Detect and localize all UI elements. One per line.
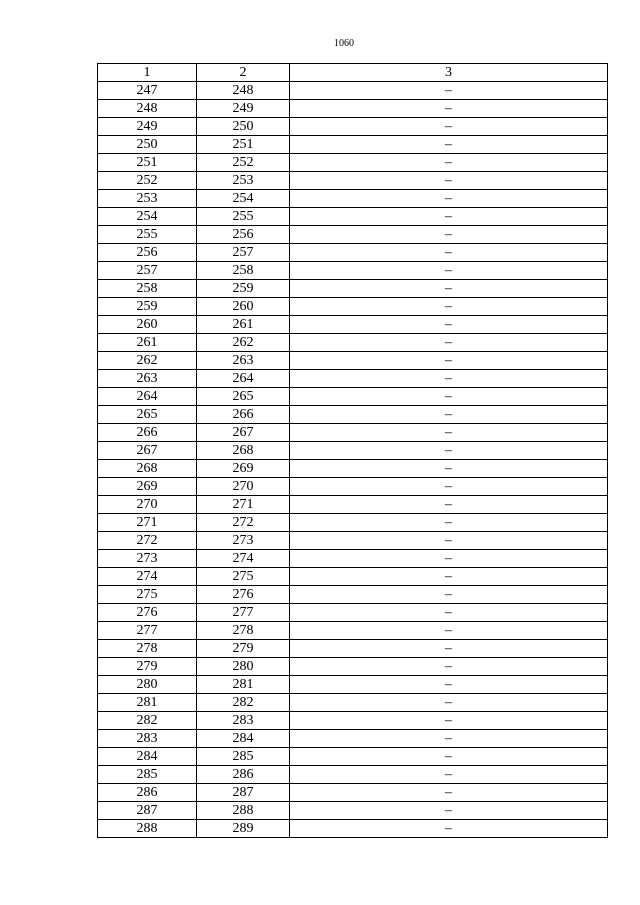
table-cell-col-3: – <box>290 658 608 676</box>
table-cell-col-2: 254 <box>197 190 290 208</box>
table-cell-col-2: 288 <box>197 802 290 820</box>
table-cell-col-2: 251 <box>197 136 290 154</box>
table-cell-col-2: 274 <box>197 550 290 568</box>
table-cell-col-3: – <box>290 460 608 478</box>
table-cell-col-1: 264 <box>98 388 197 406</box>
table-cell-col-3: – <box>290 820 608 838</box>
table-cell-col-3: – <box>290 712 608 730</box>
table-cell-col-1: 266 <box>98 424 197 442</box>
table-row <box>98 460 608 478</box>
table-cell-col-3: – <box>290 802 608 820</box>
table-cell-col-3: – <box>290 370 608 388</box>
table-row <box>98 226 608 244</box>
table-cell-col-1: 278 <box>98 640 197 658</box>
table-cell-col-3: – <box>290 496 608 514</box>
table-row <box>98 604 608 622</box>
table-cell-col-1: 247 <box>98 82 197 100</box>
table-cell-col-1: 252 <box>98 172 197 190</box>
table-cell-col-3: – <box>290 280 608 298</box>
table-cell-col-3: – <box>290 604 608 622</box>
table-body <box>98 82 608 838</box>
column-header-1: 1 <box>98 64 197 82</box>
table-cell-col-2: 259 <box>197 280 290 298</box>
table-cell-col-2: 286 <box>197 766 290 784</box>
table-cell-col-2: 272 <box>197 514 290 532</box>
table-cell-col-2: 253 <box>197 172 290 190</box>
table-cell-col-2: 263 <box>197 352 290 370</box>
table-cell-col-2: 260 <box>197 298 290 316</box>
table-row <box>98 820 608 838</box>
table-row <box>98 298 608 316</box>
table-cell-col-1: 257 <box>98 262 197 280</box>
table-cell-col-2: 249 <box>197 100 290 118</box>
table-cell-col-2: 278 <box>197 622 290 640</box>
table-row <box>98 730 608 748</box>
table-cell-col-2: 258 <box>197 262 290 280</box>
table-cell-col-1: 285 <box>98 766 197 784</box>
table-cell-col-3: – <box>290 262 608 280</box>
table-cell-col-2: 285 <box>197 748 290 766</box>
table-row <box>98 136 608 154</box>
table-row <box>98 352 608 370</box>
table-cell-col-3: – <box>290 100 608 118</box>
table-cell-col-3: – <box>290 694 608 712</box>
table-cell-col-2: 284 <box>197 730 290 748</box>
table-cell-col-3: – <box>290 172 608 190</box>
table-cell-col-1: 286 <box>98 784 197 802</box>
table-row <box>98 478 608 496</box>
table-row <box>98 496 608 514</box>
table-cell-col-3: – <box>290 316 608 334</box>
table-cell-col-3: – <box>290 748 608 766</box>
table-cell-col-1: 269 <box>98 478 197 496</box>
table-cell-col-1: 280 <box>98 676 197 694</box>
table-cell-col-1: 251 <box>98 154 197 172</box>
table-cell-col-1: 271 <box>98 514 197 532</box>
table-cell-col-3: – <box>290 550 608 568</box>
table-cell-col-3: – <box>290 226 608 244</box>
table-cell-col-3: – <box>290 190 608 208</box>
table-cell-col-3: – <box>290 784 608 802</box>
table-cell-col-1: 274 <box>98 568 197 586</box>
table-cell-col-1: 259 <box>98 298 197 316</box>
table-cell-col-2: 262 <box>197 334 290 352</box>
table-cell-col-3: – <box>290 640 608 658</box>
table-cell-col-2: 280 <box>197 658 290 676</box>
table-cell-col-2: 248 <box>197 82 290 100</box>
table-cell-col-1: 258 <box>98 280 197 298</box>
table-row <box>98 370 608 388</box>
table-cell-col-2: 287 <box>197 784 290 802</box>
table-cell-col-1: 273 <box>98 550 197 568</box>
table-row <box>98 550 608 568</box>
table-row <box>98 190 608 208</box>
table-cell-col-3: – <box>290 676 608 694</box>
table-cell-col-2: 256 <box>197 226 290 244</box>
table-cell-col-1: 284 <box>98 748 197 766</box>
table-cell-col-2: 252 <box>197 154 290 172</box>
table-row <box>98 802 608 820</box>
table-cell-col-3: – <box>290 388 608 406</box>
table-row <box>98 154 608 172</box>
page-number: 1060 <box>334 38 354 49</box>
table-cell-col-3: – <box>290 424 608 442</box>
table-cell-col-2: 271 <box>197 496 290 514</box>
table-row <box>98 208 608 226</box>
table-row <box>98 82 608 100</box>
table-cell-col-1: 265 <box>98 406 197 424</box>
table-cell-col-1: 256 <box>98 244 197 262</box>
table-row <box>98 712 608 730</box>
table-cell-col-1: 276 <box>98 604 197 622</box>
table-cell-col-1: 253 <box>98 190 197 208</box>
table-row <box>98 406 608 424</box>
table-row <box>98 316 608 334</box>
table-cell-col-1: 263 <box>98 370 197 388</box>
table-cell-col-1: 283 <box>98 730 197 748</box>
table-row <box>98 622 608 640</box>
table-cell-col-2: 283 <box>197 712 290 730</box>
table-row <box>98 172 608 190</box>
table-row <box>98 784 608 802</box>
table-row <box>98 766 608 784</box>
table-cell-col-1: 268 <box>98 460 197 478</box>
table-header-row <box>98 64 608 82</box>
table-cell-col-3: – <box>290 568 608 586</box>
column-header-2: 2 <box>197 64 290 82</box>
table-cell-col-2: 268 <box>197 442 290 460</box>
table-cell-col-2: 255 <box>197 208 290 226</box>
table-cell-col-2: 281 <box>197 676 290 694</box>
table-cell-col-3: – <box>290 730 608 748</box>
table-row <box>98 118 608 136</box>
table-cell-col-1: 277 <box>98 622 197 640</box>
table-row <box>98 514 608 532</box>
table-row <box>98 442 608 460</box>
table-cell-col-3: – <box>290 136 608 154</box>
column-header-3: 3 <box>290 64 608 82</box>
table-cell-col-3: – <box>290 208 608 226</box>
table-cell-col-2: 250 <box>197 118 290 136</box>
table-cell-col-3: – <box>290 154 608 172</box>
table-cell-col-1: 288 <box>98 820 197 838</box>
table-cell-col-2: 264 <box>197 370 290 388</box>
table-cell-col-1: 282 <box>98 712 197 730</box>
table-cell-col-2: 273 <box>197 532 290 550</box>
table-cell-col-1: 249 <box>98 118 197 136</box>
table-cell-col-1: 281 <box>98 694 197 712</box>
table-row <box>98 568 608 586</box>
table-cell-col-1: 270 <box>98 496 197 514</box>
table-cell-col-3: – <box>290 406 608 424</box>
table-cell-col-2: 265 <box>197 388 290 406</box>
table-cell-col-2: 282 <box>197 694 290 712</box>
table-row <box>98 280 608 298</box>
table-row <box>98 532 608 550</box>
table-cell-col-1: 262 <box>98 352 197 370</box>
table-cell-col-3: – <box>290 514 608 532</box>
table-cell-col-3: – <box>290 442 608 460</box>
table-row <box>98 586 608 604</box>
table-cell-col-1: 248 <box>98 100 197 118</box>
table-cell-col-1: 260 <box>98 316 197 334</box>
table-row <box>98 748 608 766</box>
table-row <box>98 388 608 406</box>
table-cell-col-2: 279 <box>197 640 290 658</box>
table-cell-col-2: 257 <box>197 244 290 262</box>
table-row <box>98 640 608 658</box>
table-cell-col-1: 267 <box>98 442 197 460</box>
table-row <box>98 334 608 352</box>
table-cell-col-3: – <box>290 298 608 316</box>
table-cell-col-3: – <box>290 82 608 100</box>
table-row <box>98 694 608 712</box>
table-cell-col-2: 270 <box>197 478 290 496</box>
table-cell-col-1: 279 <box>98 658 197 676</box>
table-cell-col-2: 269 <box>197 460 290 478</box>
table-cell-col-1: 250 <box>98 136 197 154</box>
table-cell-col-3: – <box>290 532 608 550</box>
data-table <box>97 63 608 838</box>
table-row <box>98 424 608 442</box>
table-cell-col-3: – <box>290 478 608 496</box>
table-row <box>98 262 608 280</box>
table-cell-col-3: – <box>290 586 608 604</box>
table-cell-col-1: 255 <box>98 226 197 244</box>
table-cell-col-2: 277 <box>197 604 290 622</box>
table-row <box>98 658 608 676</box>
table-row <box>98 100 608 118</box>
table-cell-col-2: 275 <box>197 568 290 586</box>
table-cell-col-3: – <box>290 622 608 640</box>
table-cell-col-3: – <box>290 334 608 352</box>
table-row <box>98 244 608 262</box>
table-cell-col-1: 287 <box>98 802 197 820</box>
table-cell-col-1: 254 <box>98 208 197 226</box>
table-cell-col-2: 289 <box>197 820 290 838</box>
table-cell-col-1: 275 <box>98 586 197 604</box>
table-cell-col-2: 261 <box>197 316 290 334</box>
table-cell-col-3: – <box>290 244 608 262</box>
table-cell-col-1: 272 <box>98 532 197 550</box>
table-cell-col-2: 267 <box>197 424 290 442</box>
table-cell-col-3: – <box>290 766 608 784</box>
table-cell-col-3: – <box>290 352 608 370</box>
table-cell-col-1: 261 <box>98 334 197 352</box>
table-cell-col-2: 276 <box>197 586 290 604</box>
table-cell-col-2: 266 <box>197 406 290 424</box>
table-cell-col-3: – <box>290 118 608 136</box>
table-row <box>98 676 608 694</box>
